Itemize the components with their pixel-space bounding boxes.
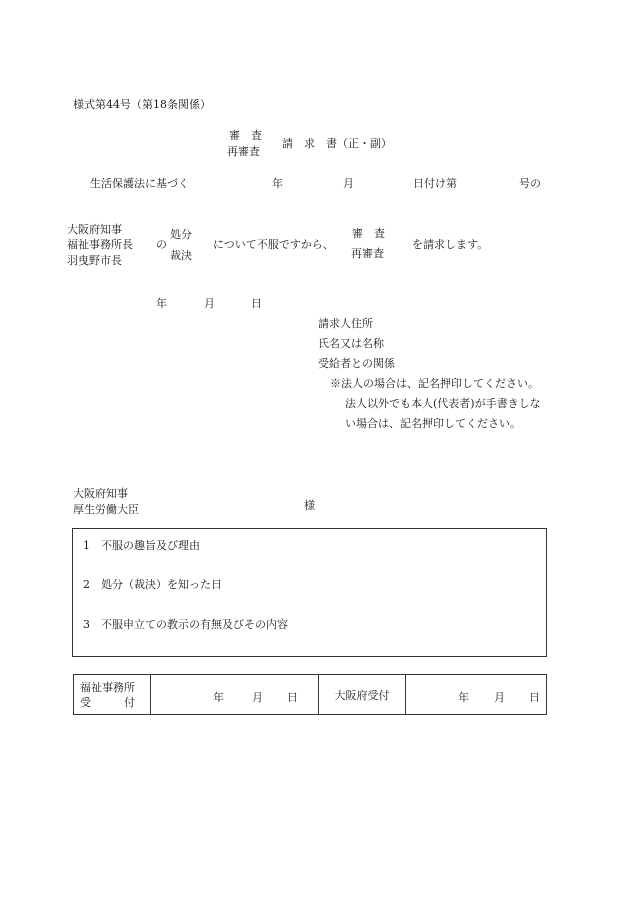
intro-law: 生活保護法に基づく (90, 177, 189, 190)
intro-number-suffix: 号の (519, 177, 541, 190)
claimant-name: 氏名又は名称 (318, 337, 384, 350)
receipt-office-label (74, 675, 151, 715)
receipt-pref-label-text: 大阪府受付 (334, 688, 390, 702)
authority-line1: 大阪府知事 (67, 223, 122, 236)
form-id: 様式第44号（第18条関係） (73, 98, 211, 111)
receipt-pref-day: 日 (529, 691, 540, 704)
item-3: 3 不服申立ての教示の有無及びその内容 (83, 618, 288, 631)
claimant-note-2: 法人以外でも本人(代表者)が手書きしな (345, 397, 541, 410)
date-year: 年 (156, 297, 167, 310)
receipt-office-day: 日 (287, 691, 298, 704)
date-day: 日 (251, 297, 262, 310)
receipt-office-line1: 福祉事務所 (80, 680, 135, 694)
title-type-bottom: 再審査 (227, 145, 260, 158)
review-bottom: 再審査 (351, 247, 384, 260)
intro-date-suffix: 日付け第 (413, 177, 457, 190)
claimant-note-3: い場合は、記名押印してください。 (345, 417, 521, 430)
addressee-honorific: 様 (304, 499, 315, 512)
intro-year: 年 (272, 177, 283, 190)
authority-middle: について不服ですから、 (213, 238, 334, 251)
claimant-relation: 受給者との関係 (318, 357, 395, 370)
intro-month: 月 (343, 177, 354, 190)
review-top: 審 査 (352, 227, 385, 240)
action-bottom: 裁決 (170, 249, 192, 262)
page-title: 請 求 書（正・副） (282, 137, 392, 150)
authority-end: を請求します。 (412, 238, 489, 251)
title-type-top: 審 査 (229, 129, 262, 142)
addressee-line1: 大阪府知事 (73, 487, 128, 500)
addressee-line2: 厚生労働大臣 (73, 503, 139, 516)
action-top: 処分 (170, 228, 192, 241)
receipt-pref-label (319, 675, 406, 715)
item-2: 2 処分（裁決）を知った日 (83, 578, 222, 591)
authority-line3: 羽曳野市長 (67, 254, 122, 267)
authority-line2: 福祉事務所長 (67, 238, 133, 251)
receipt-office-date (151, 675, 319, 715)
receipt-pref-year: 年 (458, 691, 469, 704)
claimant-address: 請求人住所 (318, 317, 373, 330)
items-box (72, 528, 547, 657)
date-month: 月 (204, 297, 215, 310)
receipt-pref-date (406, 675, 547, 715)
receipt-office-month: 月 (252, 691, 263, 704)
claimant-note-1: ※法人の場合は、記名押印してください。 (330, 377, 539, 390)
authority-particle: の (156, 238, 167, 251)
receipt-table (73, 674, 547, 715)
receipt-pref-month: 月 (494, 691, 505, 704)
receipt-office-line2: 受 付 (80, 695, 135, 709)
receipt-office-year: 年 (213, 691, 224, 704)
item-1: 1 不服の趣旨及び理由 (83, 539, 200, 552)
